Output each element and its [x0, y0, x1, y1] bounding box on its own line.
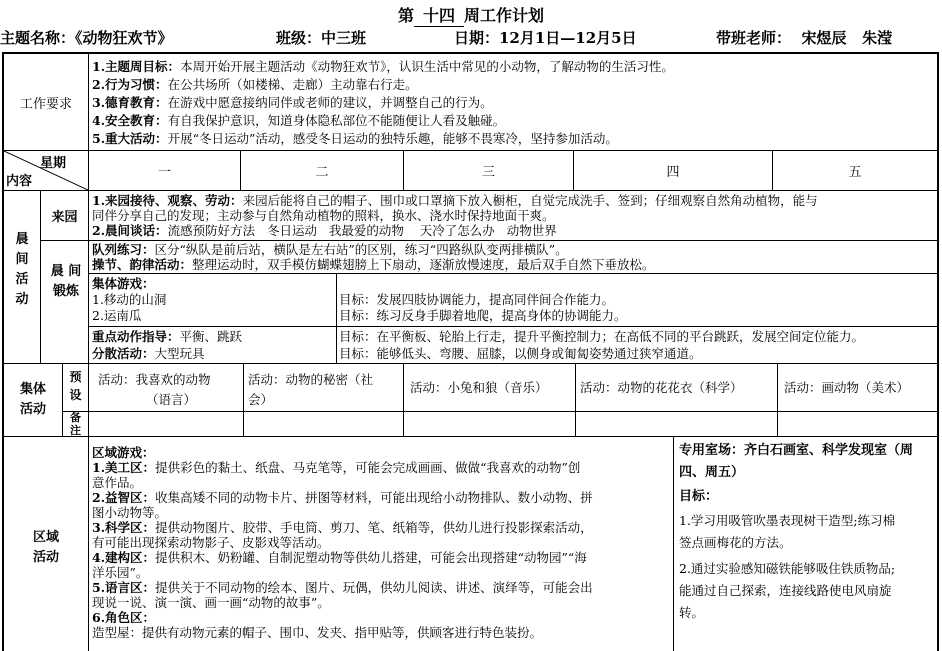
requirement-item: 2.行为习惯：在公共场所（如楼梯、走廊）主动靠右行走。: [92, 77, 418, 92]
group-activity-wednesday: 活动：小兔和狼（音乐）: [410, 380, 548, 395]
requirement-item: 4.安全教育：有自我保护意识，知道身体隐私部位不能随便让人看及触碰。: [92, 113, 506, 128]
area-line: 区域游戏：: [92, 445, 155, 460]
day-monday: 一: [157, 165, 171, 180]
week-label: 星期: [40, 156, 67, 171]
area-activities-label: 区域 活动: [32, 530, 59, 565]
game-name: 2.运南瓜: [92, 308, 142, 323]
exercise-label: 晨 间 锻炼: [50, 264, 82, 299]
morning-activities-label: 晨 间 活 动: [15, 232, 29, 307]
work-requirements-label: 工作要求: [19, 96, 72, 112]
area-line: 3.科学区：提供动物图片、胶带、手电筒、剪刀、笔、纸箱等，供幼儿进行投影探索活动，: [92, 520, 593, 535]
group-activity-friday: 活动：画动物（美术）: [784, 380, 910, 395]
area-line: 洋乐园”。: [92, 565, 149, 580]
free-activity: 分散活动：大型玩具: [92, 346, 205, 361]
theme-name: 主题名称：《动物狂欢节》: [0, 29, 173, 47]
group-activity-thursday: 活动：动物的花花衣（科学）: [580, 380, 743, 395]
area-line: 图小动物等。: [92, 505, 168, 520]
game-goal: 目标：发展四肢协调能力，提高同伴间合作能力。: [339, 292, 615, 307]
special-goal-text: 1.学习用吸管吹墨表现树干造型;练习棉 签点画梅花的方法。 2.通过实验感知磁铁能够吸住铁质物品; 能通过自己探索，连接线路使电风扇旋 转。: [679, 513, 896, 620]
area-line: 6.角色区：: [92, 610, 156, 625]
week-number: 十四: [414, 6, 464, 27]
class-name: 班级：中三班: [276, 29, 367, 47]
area-line: 5.语言区：提供关于不同动物的绘本、图片、玩偶，供幼儿阅读、讲述、演绎等，可能会出: [92, 580, 593, 595]
page-title: 第 十四 周工作计划: [397, 6, 545, 25]
free-activity-goal: 目标：能够低头、弯腰、屈膝，以侧身或匍匐姿势通过狭窄通道。: [339, 346, 702, 361]
day-tuesday: 二: [315, 165, 329, 180]
key-movement-goal: 目标：在平衡板、轮胎上行走，提升平衡控制力；在高低不同的平台跳跃，发展空间定位能力。: [339, 329, 865, 344]
day-friday: 五: [848, 165, 862, 180]
arrival-line: 同伴分享自己的发现；主动参与自然角动植物的照料，换水、浇水时保持地面干爽。: [92, 208, 555, 223]
teachers: 带班老师： 宋煜辰 朱滢: [716, 29, 893, 47]
group-activity-tuesday: 活动：动物的秘密（社 会）: [248, 372, 374, 407]
special-rooms: [679, 440, 935, 624]
area-line: 2.益智区：收集高矮不同的动物卡片、拼图等材料，可能出现给小动物排队、数小动物、拼: [92, 490, 593, 505]
day-thursday: 四: [666, 165, 680, 180]
special-goal-label: 目标：: [679, 489, 719, 504]
day-wednesday: 三: [481, 165, 495, 180]
note-label: 备 注: [70, 411, 81, 437]
area-line: 4.建构区：提供积木、奶粉罐、自制泥塑动物等供幼儿搭建，可能会出现搭建“动物园”“海: [92, 550, 587, 565]
arrival-label: 来园: [51, 210, 78, 225]
area-games: [92, 445, 670, 640]
area-line: 现说一说、演一演、画一画“动物的故事”。: [92, 595, 330, 610]
morning-talk: 2.晨间谈话：流感预防好方法 冬日运动 我最爱的动物 天冷了怎么办 动物世界: [92, 223, 557, 238]
group-games-title: 集体游戏：: [92, 276, 155, 291]
game-name: 1.移动的山洞: [92, 292, 167, 307]
special-rooms-title: 专用室场：齐白石画室、科学发现室（周: [679, 443, 914, 458]
rhythm-activity: 操节、韵律活动：整理运动时，双手模仿蝴蝶翅膀上下扇动，逐渐放慢速度，最后双手自然下垂放松。: [92, 257, 655, 272]
group-activities-label: 集体 活动: [19, 382, 46, 417]
area-line: 1.美工区：提供彩色的黏土、纸盘、马克笔等，可能会完成画画、做做“我喜欢的动物”创: [92, 460, 581, 475]
area-line: 造型屋：提供有动物元素的帽子、围巾、发夹、指甲贴等，供顾客进行特色装扮。: [92, 625, 543, 640]
requirement-item: 1.主题周目标：本周开始开展主题活动《动物狂欢节》，认识生活中常见的小动物，了解动物的生活习性。: [92, 59, 674, 74]
queue-practice: 队列练习：区分“纵队是前后站，横队是左右站”的区别，练习“四路纵队变两排横队”。: [92, 242, 568, 257]
date-range: 日期：12月1日—12月5日: [454, 29, 637, 47]
arrival-line: 1.来园接待、观察、劳动：来园后能将自己的帽子、围巾或口罩摘下放入橱柜，自觉完成洗手、签到；仔细观察自然角动植物，能与: [92, 193, 818, 208]
special-rooms-title-cont: 四、周五）: [679, 465, 745, 480]
area-line: 有可能出现探索动物影子、皮影戏等活动。: [92, 535, 330, 550]
content-label: 内容: [6, 174, 33, 189]
key-movement: 重点动作指导：平衡、跳跃: [92, 329, 243, 344]
area-line: 意作品。: [92, 475, 143, 490]
requirement-item: 3.德育教育：在游戏中愿意接纳同伴或老师的建议，并调整自己的行为。: [92, 95, 493, 110]
game-goal: 目标：练习反身手脚着地爬，提高身体的协调能力。: [339, 308, 627, 323]
requirement-item: 5.重大活动：开展“冬日运动”活动，感受冬日运动的独特乐趣，能够不畏寒冷，坚持参加活动。: [92, 131, 618, 146]
group-activity-monday: 活动：我喜欢的动物 （语言）: [98, 372, 211, 407]
preset-label: 预 设: [69, 370, 82, 402]
